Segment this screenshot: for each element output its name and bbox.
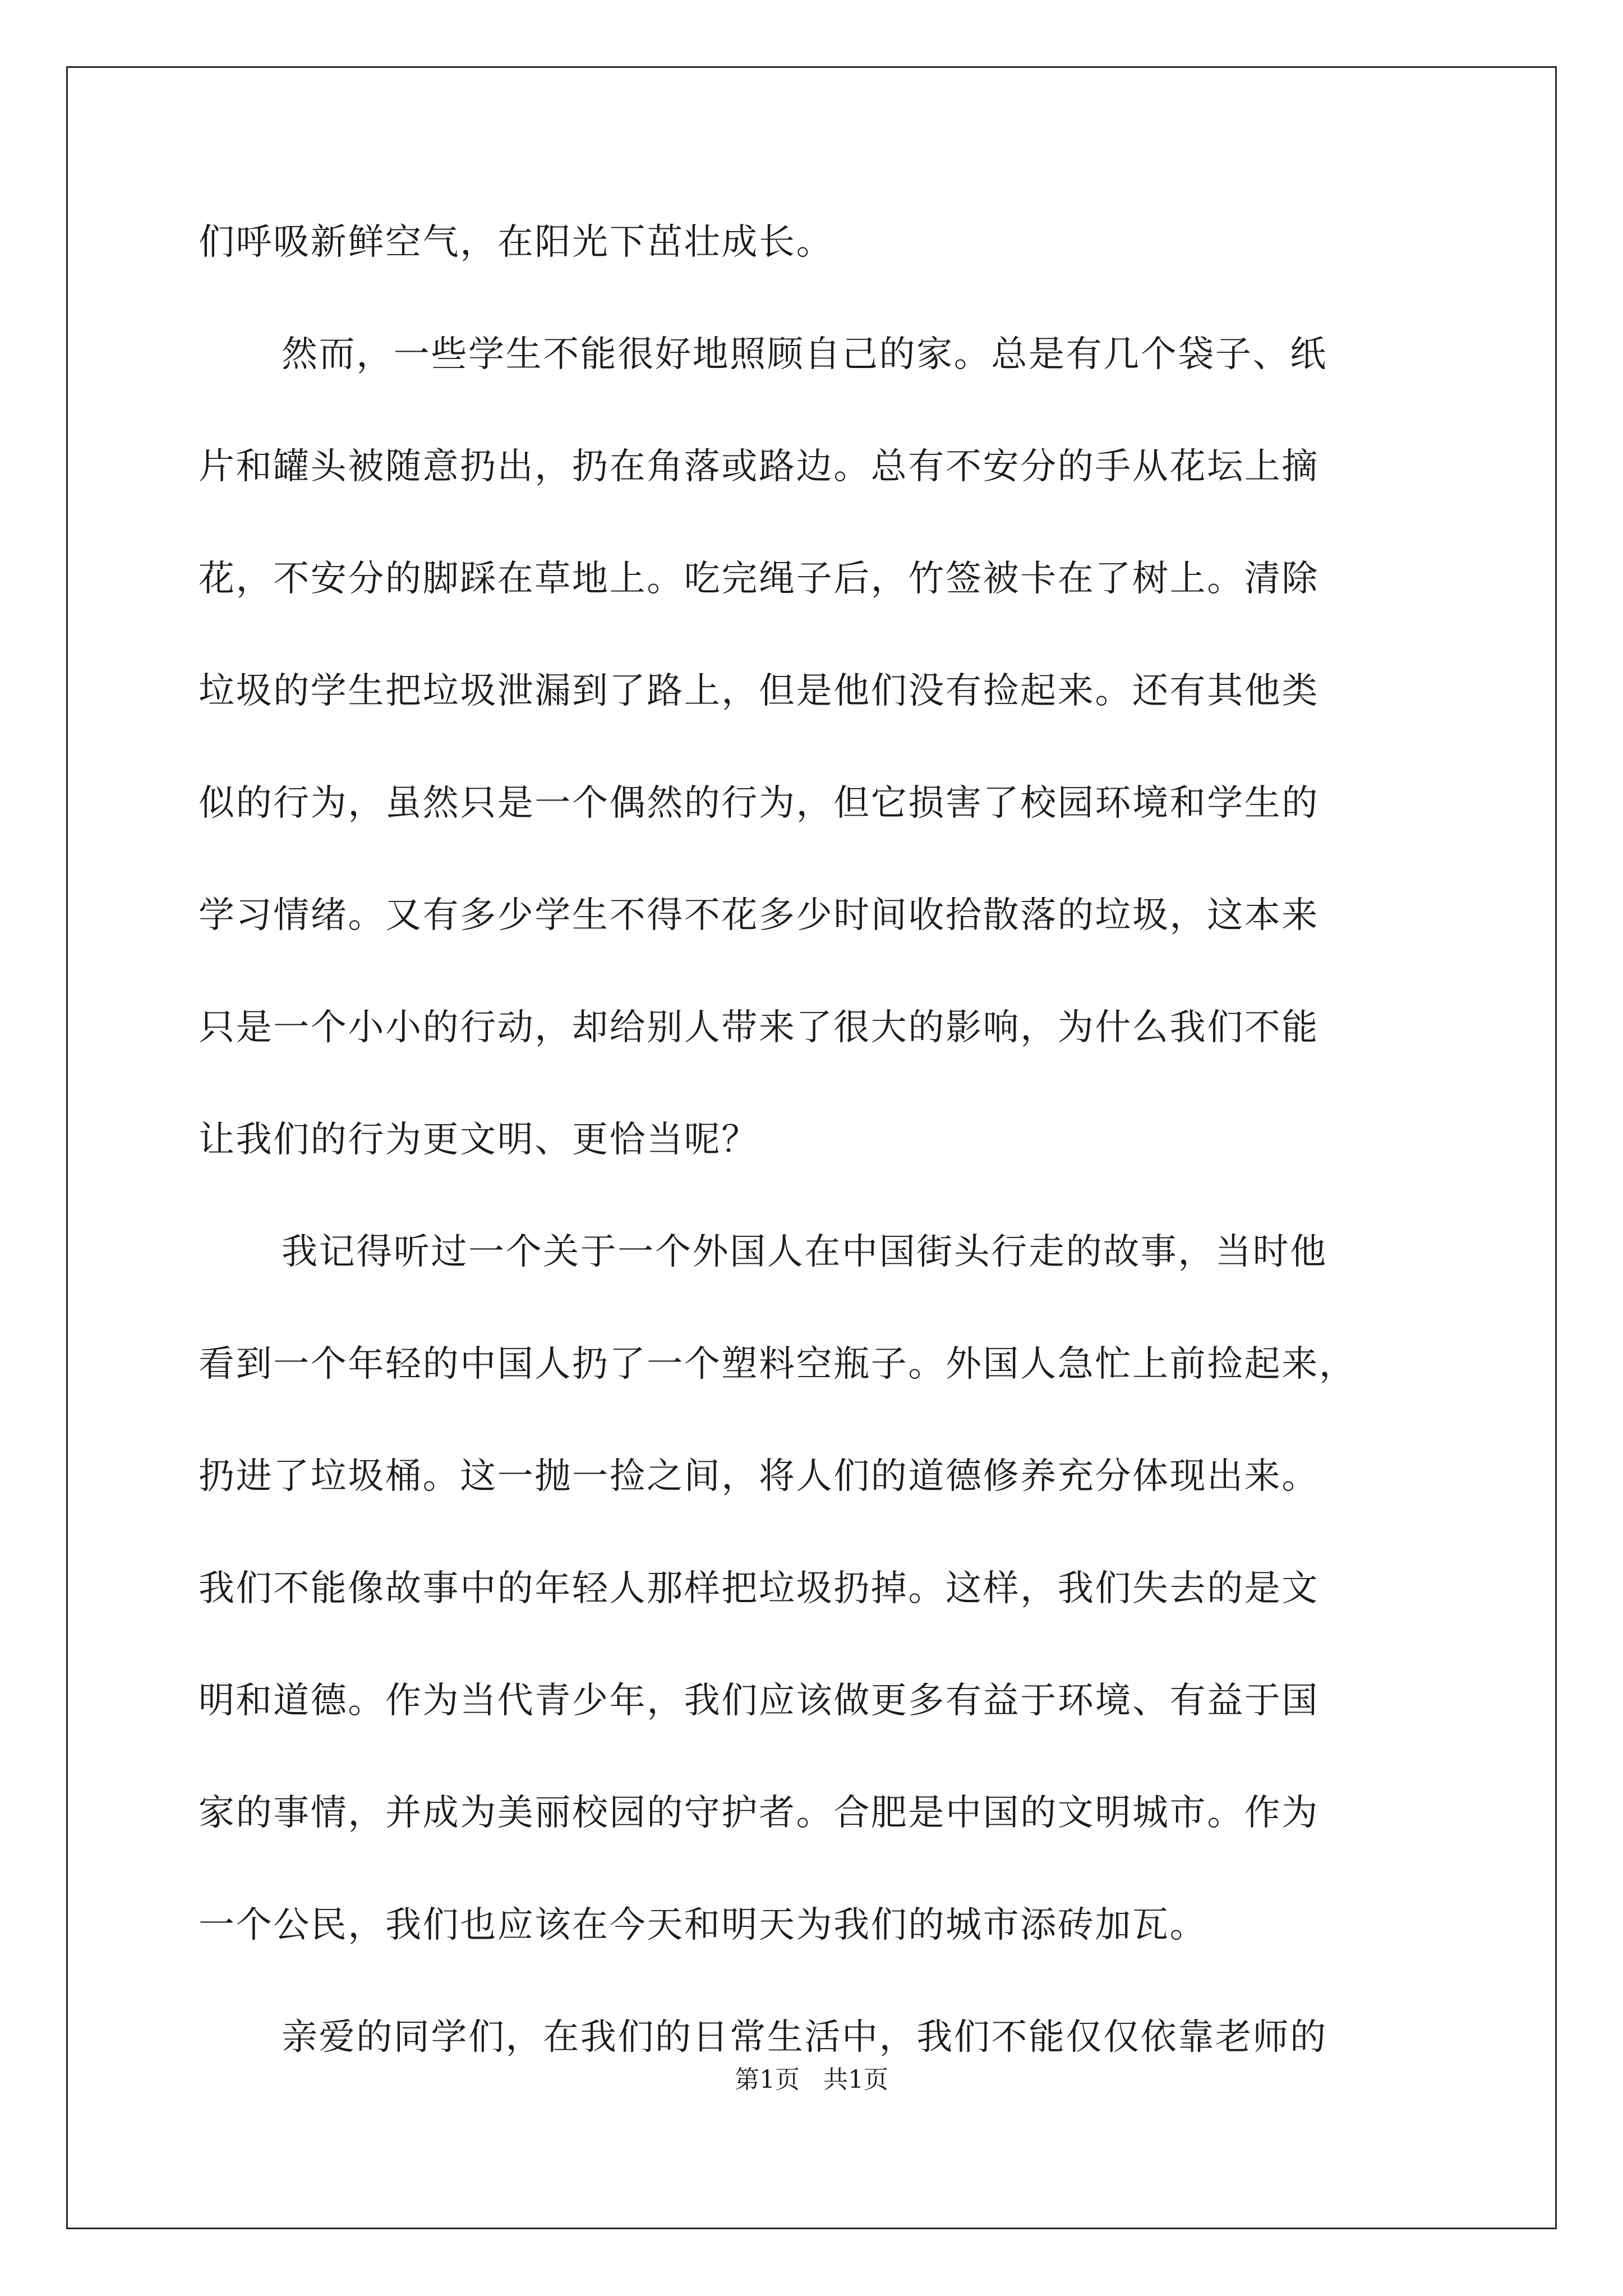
- paragraph-line: 垃圾的学生把垃圾泄漏到了路上，但是他们没有捡起来。还有其他类: [199, 670, 1319, 712]
- paragraph-line: 亲爱的同学们，在我们的日常生活中，我们不能仅仅依靠老师的: [282, 2017, 1327, 2058]
- paragraph-line: 家的事情，并成为美丽校园的守护者。合肥是中国的文明城市。作为: [199, 1792, 1319, 1834]
- paragraph-line: 学习情绪。又有多少学生不得不花多少时间收拾散落的垃圾，这本来: [199, 895, 1319, 936]
- paragraph-line: 似的行为，虽然只是一个偶然的行为，但它损害了校园环境和学生的: [199, 783, 1319, 824]
- paragraph-line: 我记得听过一个关于一个外国人在中国街头行走的故事，当时他: [282, 1231, 1327, 1273]
- paragraph-line: 花，不安分的脚踩在草地上。吃完绳子后，竹签被卡在了树上。清除: [199, 558, 1319, 600]
- paragraph-line: 们呼吸新鲜空气，在阳光下茁壮成长。: [199, 222, 834, 263]
- paragraph-line: 看到一个年轻的中国人扔了一个塑料空瓶子。外国人急忙上前捡起来，: [199, 1343, 1357, 1385]
- paragraph-line: 让我们的行为更文明、更恰当呢？: [199, 1119, 759, 1161]
- paragraph-line: 一个公民，我们也应该在今天和明天为我们的城市添砖加瓦。: [199, 1904, 1207, 1946]
- page-footer: 第1页 共1页: [735, 2065, 888, 2094]
- paragraph-line: 然而，一些学生不能很好地照顾自己的家。总是有几个袋子、纸: [282, 334, 1327, 375]
- paragraph-line: 只是一个小小的行动，却给别人带来了很大的影响，为什么我们不能: [199, 1007, 1319, 1048]
- paragraph-line: 扔进了垃圾桶。这一抛一捡之间，将人们的道德修养充分体现出来。: [199, 1456, 1319, 1497]
- paragraph-line: 我们不能像故事中的年轻人那样把垃圾扔掉。这样，我们失去的是文: [199, 1568, 1319, 1609]
- paragraph-line: 明和道德。作为当代青少年，我们应该做更多有益于环境、有益于国: [199, 1680, 1319, 1722]
- paragraph-line: 片和罐头被随意扔出，扔在角落或路边。总有不安分的手从花坛上摘: [199, 446, 1319, 487]
